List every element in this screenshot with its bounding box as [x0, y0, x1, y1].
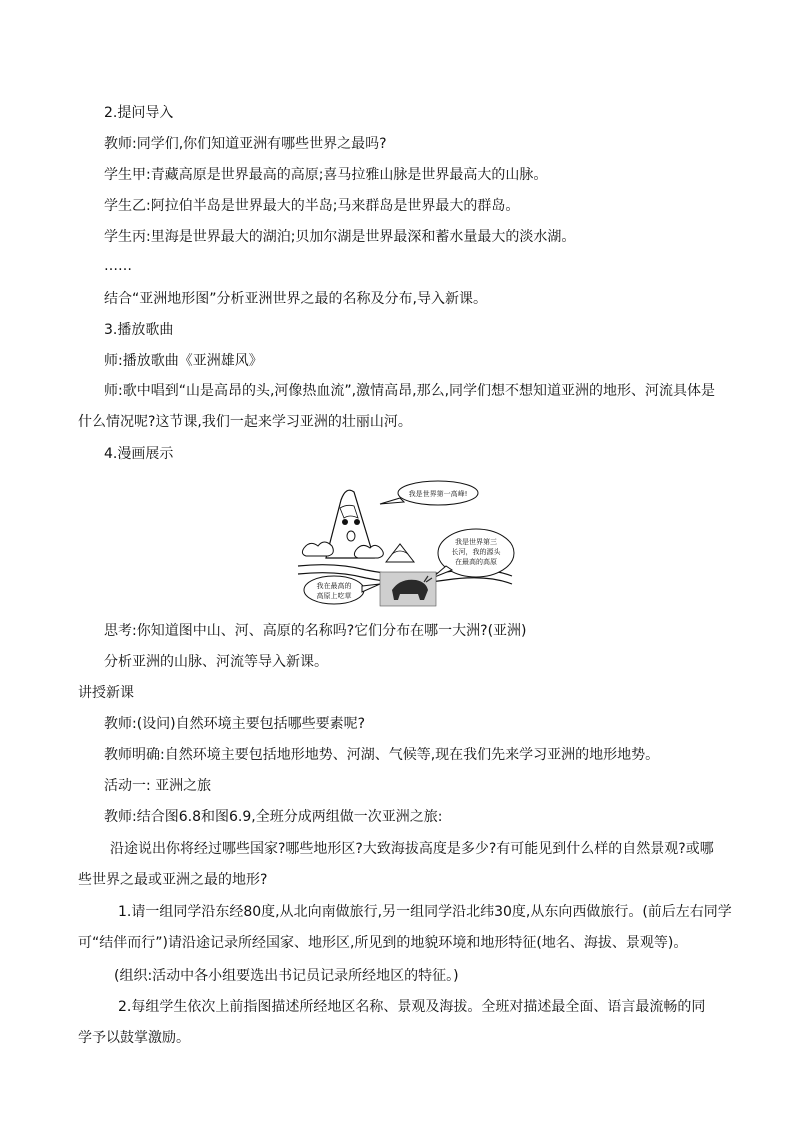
- section-heading-new-lesson: 讲授新课: [78, 685, 134, 701]
- paragraph-analyze: 分析亚洲的山脉、河流等导入新课。: [104, 654, 328, 670]
- mountain-bubble-text: 我是世界第一高峰!: [408, 490, 468, 498]
- paragraph-song-play: 师:播放歌曲《亚洲雄风》: [104, 353, 263, 369]
- paragraph-ellipsis: ……: [104, 258, 132, 274]
- comic-illustration: [296, 478, 528, 608]
- section-heading-song: 3.播放歌曲: [104, 322, 174, 338]
- mountain-eye-left: [342, 519, 348, 525]
- paragraph-teacher-clarify: 教师明确:自然环境主要包括地形地势、河湖、气候等,现在我们先来学习亚洲的地形地势。: [104, 747, 660, 763]
- hill-small: [386, 544, 414, 562]
- mountain-mouth: [347, 531, 355, 541]
- section-heading-comic: 4.漫画展示: [104, 446, 174, 462]
- yak-bubble-line-2: 高原上吃草: [316, 592, 352, 600]
- river-bubble-line-1: 我是世界第三: [455, 538, 497, 546]
- paragraph-step-1: 1.请一组同学沿东经80度,从北向南做旅行,另一组同学沿北纬30度,从东向西做旅行。(前后左右同学可“结伴而行”)请沿途记录所经国家、地形区,所见到的地貌环境和地形特征(地名、海拔、景观等)。: [78, 904, 732, 951]
- paragraph-student-c: 学生丙:里海是世界最大的湖泊;贝加尔湖是世界最深和蓄水量最大的淡水湖。: [104, 229, 576, 245]
- paragraph-teacher-task: 教师:结合图6.8和图6.9,全班分成两组做一次亚洲之旅:: [104, 809, 443, 825]
- paragraph-teacher-question: 教师:同学们,你们知道亚洲有哪些世界之最吗?: [104, 136, 387, 152]
- comic-drawing: [296, 478, 528, 608]
- paragraph-combine: 结合“亚洲地形图”分析亚洲世界之最的名称及分布,导入新课。: [104, 291, 487, 307]
- cloud-right: [354, 545, 383, 558]
- cloud-left: [302, 542, 333, 556]
- paragraph-activity: 活动一: 亚洲之旅: [104, 778, 212, 794]
- yak-bubble-line-1: 我在最高的: [316, 582, 352, 590]
- paragraph-along: 沿途说出你将经过哪些国家?哪些地形区?大致海拔高度是多少?有可能见到什么样的自然景观?或哪些世界之最或亚洲之最的地形?: [78, 841, 714, 888]
- river-bubble-line-3: 在最高的高原: [455, 558, 497, 566]
- river-bubble-line-2: 长河，我的源头: [451, 548, 501, 556]
- paragraph-organization: (组织:活动中各小组要选出书记员记录所经地区的特征。): [114, 968, 459, 984]
- paragraph-think: 思考:你知道图中山、河、高原的名称吗?它们分布在哪一大洲?(亚洲): [104, 623, 527, 639]
- section-heading-ask-intro: 2.提问导入: [104, 105, 174, 121]
- paragraph-student-b: 学生乙:阿拉伯半岛是世界最大的半岛;马来群岛是世界最大的群岛。: [104, 198, 520, 214]
- paragraph-step-2: 2.每组学生依次上前指图描述所经地区名称、景观及海拔。全班对描述最全面、语言最流畅的同学予以鼓掌激励。: [78, 999, 706, 1046]
- paragraph-song-lyric: 师:歌中唱到“山是高昂的头,河像热血流”,激情高昂,那么,同学们想不想知道亚洲的地形、河流具体是什么情况呢?这节课,我们一起来学习亚洲的壮丽山河。: [78, 383, 716, 430]
- mountain-eye-right: [354, 519, 360, 525]
- paragraph-teacher-ask: 教师:(设问)自然环境主要包括哪些要素呢?: [104, 716, 366, 732]
- paragraph-student-a: 学生甲:青藏高原是世界最高的高原;喜马拉雅山脉是世界最高大的山脉。: [104, 167, 548, 183]
